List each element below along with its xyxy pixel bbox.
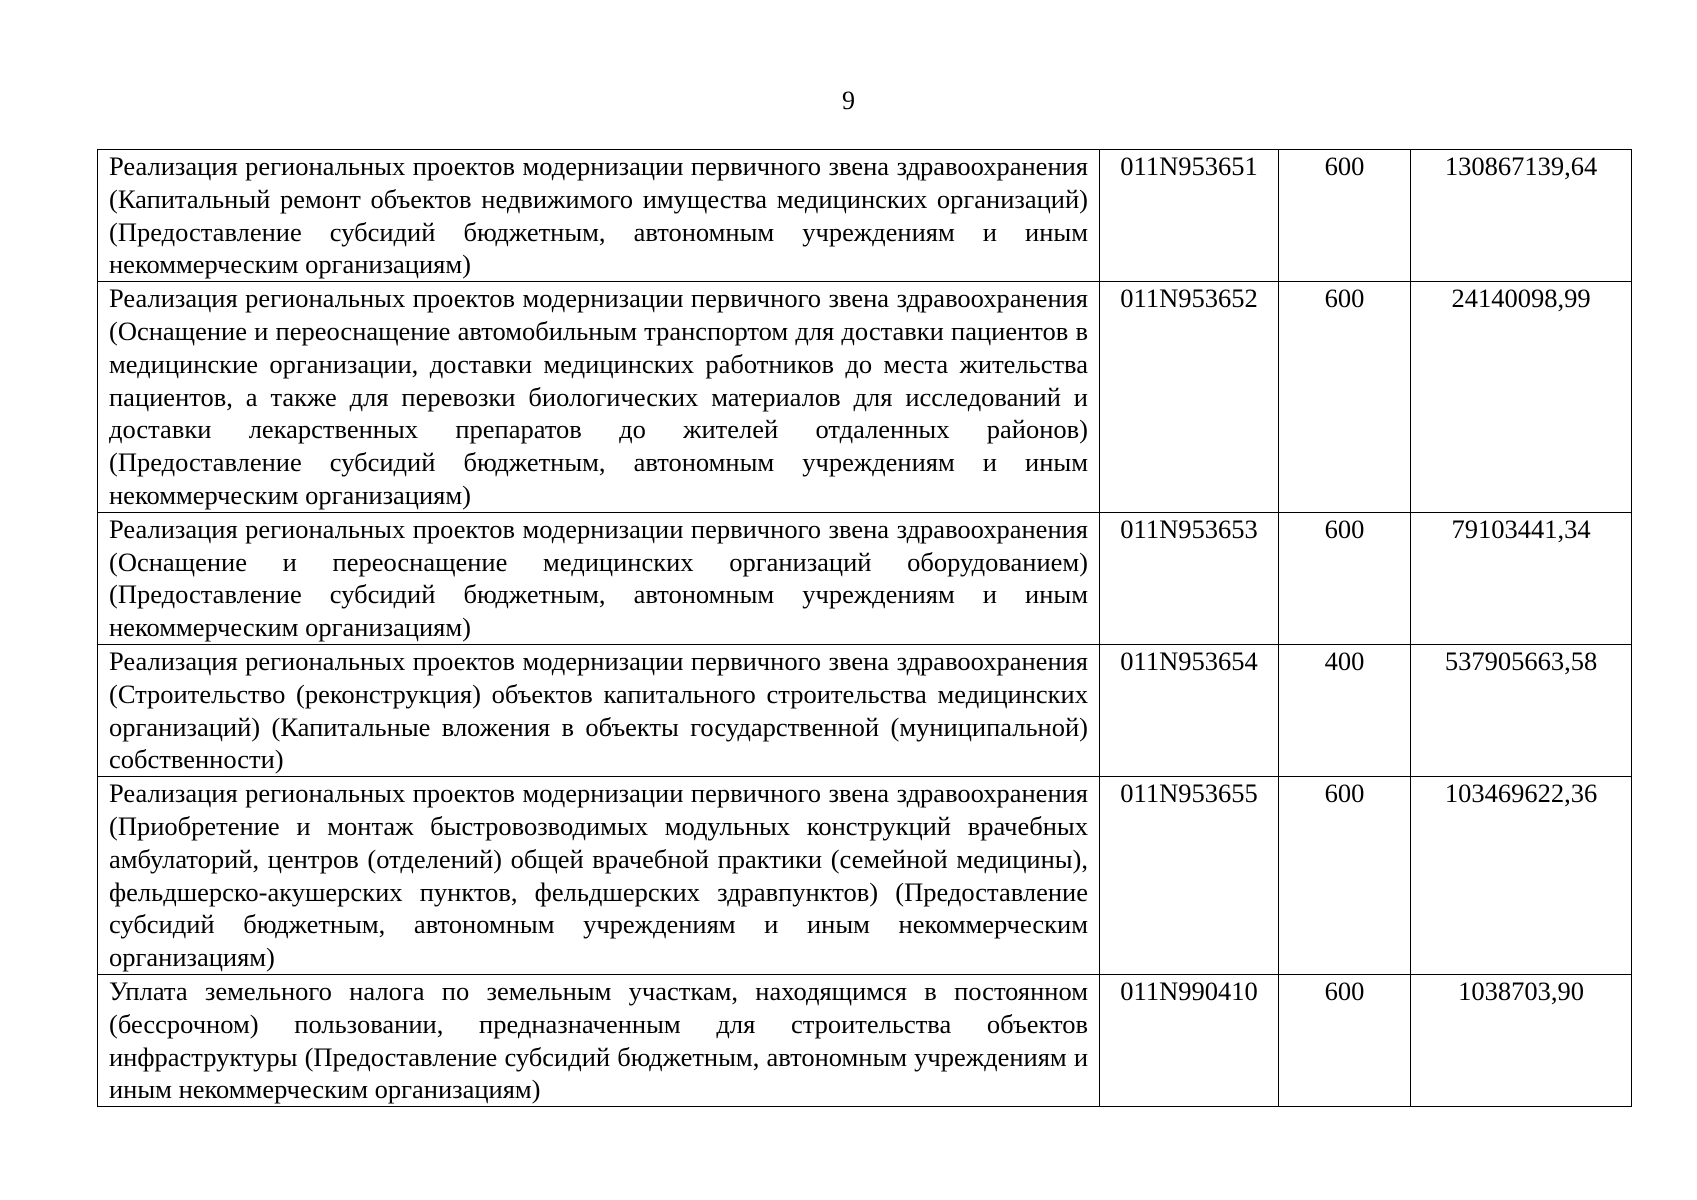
row-expense-type: 600 — [1279, 512, 1411, 644]
row-description: Реализация региональных проектов модернизации первичного звена здравоохранения (Строительство (реконструкция) объектов капитального строительства медицинских организаций) (Капитальные вложения в объекты государственной (муниципальной) собственности) — [98, 644, 1100, 776]
page-number: 9 — [842, 86, 855, 115]
row-code: 011N953654 — [1100, 644, 1279, 776]
table-row — [98, 282, 1632, 513]
row-code: 011N953651 — [1100, 150, 1279, 282]
row-expense-type: 600 — [1279, 150, 1411, 282]
row-description: Уплата земельного налога по земельным участкам, находящимся в постоянном (бессрочном) пользовании, предназначенным для строительства объектов инфраструктуры (Предоставление субсидий бюджетным, автономным учреждениям и иным некоммерческим организациям) — [98, 974, 1100, 1106]
row-code: 011N953652 — [1100, 282, 1279, 513]
row-expense-type: 600 — [1279, 282, 1411, 513]
row-amount: 79103441,34 — [1411, 512, 1632, 644]
row-amount: 537905663,58 — [1411, 644, 1632, 776]
table-row — [98, 512, 1632, 644]
table-row — [98, 644, 1632, 776]
row-code: 011N990410 — [1100, 974, 1279, 1106]
row-amount: 130867139,64 — [1411, 150, 1632, 282]
row-code: 011N953655 — [1100, 777, 1279, 975]
row-expense-type: 600 — [1279, 777, 1411, 975]
row-amount: 1038703,90 — [1411, 974, 1632, 1106]
row-description: Реализация региональных проектов модернизации первичного звена здравоохранения (Капитальный ремонт объектов недвижимого имущества медицинских организаций) (Предоставление субсидий бюджетным, автономным учреждениям и иным некоммерческим организациям) — [98, 150, 1100, 282]
row-amount: 103469622,36 — [1411, 777, 1632, 975]
table-row — [98, 777, 1632, 975]
row-expense-type: 400 — [1279, 644, 1411, 776]
row-amount: 24140098,99 — [1411, 282, 1632, 513]
table-row — [98, 974, 1632, 1106]
row-description: Реализация региональных проектов модернизации первичного звена здравоохранения (Оснащение и переоснащение медицинских организаций оборудованием) (Предоставление субсидий бюджетным, автономным учреждениям и иным некоммерческим организациям) — [98, 512, 1100, 644]
row-description: Реализация региональных проектов модернизации первичного звена здравоохранения (Оснащение и переоснащение автомобильным транспортом для доставки пациентов в медицинские организации, доставки медицинских работников до места жительства пациентов, а также для перевозки биологических материалов для исследований и доставки лекарственных препаратов до жителей отдаленных районов) (Предоставление субсидий бюджетным, автономным учреждениям и иным некоммерческим организациям) — [98, 282, 1100, 513]
row-description: Реализация региональных проектов модернизации первичного звена здравоохранения (Приобретение и монтаж быстровозводимых модульных конструкций врачебных амбулаторий, центров (отделений) общей врачебной практики (семейной медицины), фельдшерско-акушерских пунктов, фельдшерских здравпунктов) (Предоставление субсидий бюджетным, автономным учреждениям и иным некоммерческим организациям) — [98, 777, 1100, 975]
row-code: 011N953653 — [1100, 512, 1279, 644]
table-row — [98, 150, 1632, 282]
row-expense-type: 600 — [1279, 974, 1411, 1106]
budget-table — [97, 149, 1632, 1107]
